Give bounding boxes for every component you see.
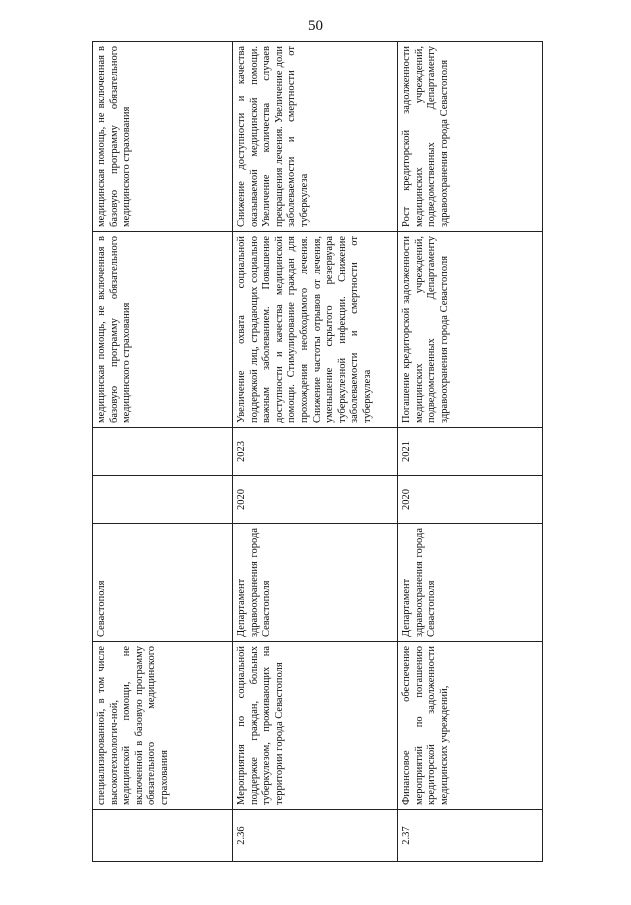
- rotated-table-container: [92, 42, 631, 862]
- cell-executor: Севастополя: [93, 524, 233, 642]
- cell-measure: Мероприятия по социальной поддержке граждан, больных туберкулезом, проживающих на территории города Севастополя: [233, 642, 398, 810]
- cell-end-year: 2021: [398, 428, 543, 476]
- cell-number: 2.37: [398, 810, 543, 862]
- cell-number: 2.36: [233, 810, 398, 862]
- rotated-table-wrapper: [92, 42, 631, 862]
- cell-expected-result: Увеличение охвата социальной поддержкой лиц, страдающих социально важным заболеванием. Повышение доступности и качества медицинской помощи. Стимулирование граждан для прохождения необходимого лечения. Снижение частоты отрывов от лечения, уменьшение скрытого резервуара туберкулезной инфекции. Снижение заболеваемости и смертности от туберкулеза: [233, 232, 398, 428]
- cell-measure: специализированной, в том числе высокотехнологич-ной, медицинской помощи, не включенной в базовую программу обязательного медицинского страхования: [93, 642, 233, 810]
- cell-consequences: Рост кредиторской задолженности медицинских учреждений, подведомственных Департаменту здравоохранения города Севастополя: [398, 42, 543, 232]
- table-row: [93, 42, 233, 862]
- cell-end-year: 2023: [233, 428, 398, 476]
- cell-start-year: 2020: [398, 476, 543, 524]
- cell-start-year: [93, 476, 233, 524]
- cell-executor: Департамент здравоохранения города Севастополя: [398, 524, 543, 642]
- cell-expected-result: медицинская помощь, не включенная в базовую программу обязательного медицинского страхования: [93, 232, 233, 428]
- cell-measure: Финансовое обеспечение мероприятий по погашению кредиторской задолженности медицинских учреждений,: [398, 642, 543, 810]
- table-row: [233, 42, 398, 862]
- cell-start-year: 2020: [233, 476, 398, 524]
- table-row: [398, 42, 543, 862]
- cell-executor: Департамент здравоохранения города Севастополя: [233, 524, 398, 642]
- cell-end-year: [93, 428, 233, 476]
- cell-expected-result: Погашение кредиторской задолженности медицинских учреждений, подведомственных Департаменту здравоохранения города Севастополя: [398, 232, 543, 428]
- cell-consequences: медицинская помощь, не включенная в базовую программу обязательного медицинского страхования: [93, 42, 233, 232]
- measures-table: [92, 41, 543, 862]
- cell-consequences: Снижение доступности и качества оказываемой медицинской помощи. Увеличение количества случаев прекращения лечения. Увеличение доли заболеваемости и смертности от туберкулеза: [233, 42, 398, 232]
- page-number: 50: [308, 18, 323, 34]
- cell-number: [93, 810, 233, 862]
